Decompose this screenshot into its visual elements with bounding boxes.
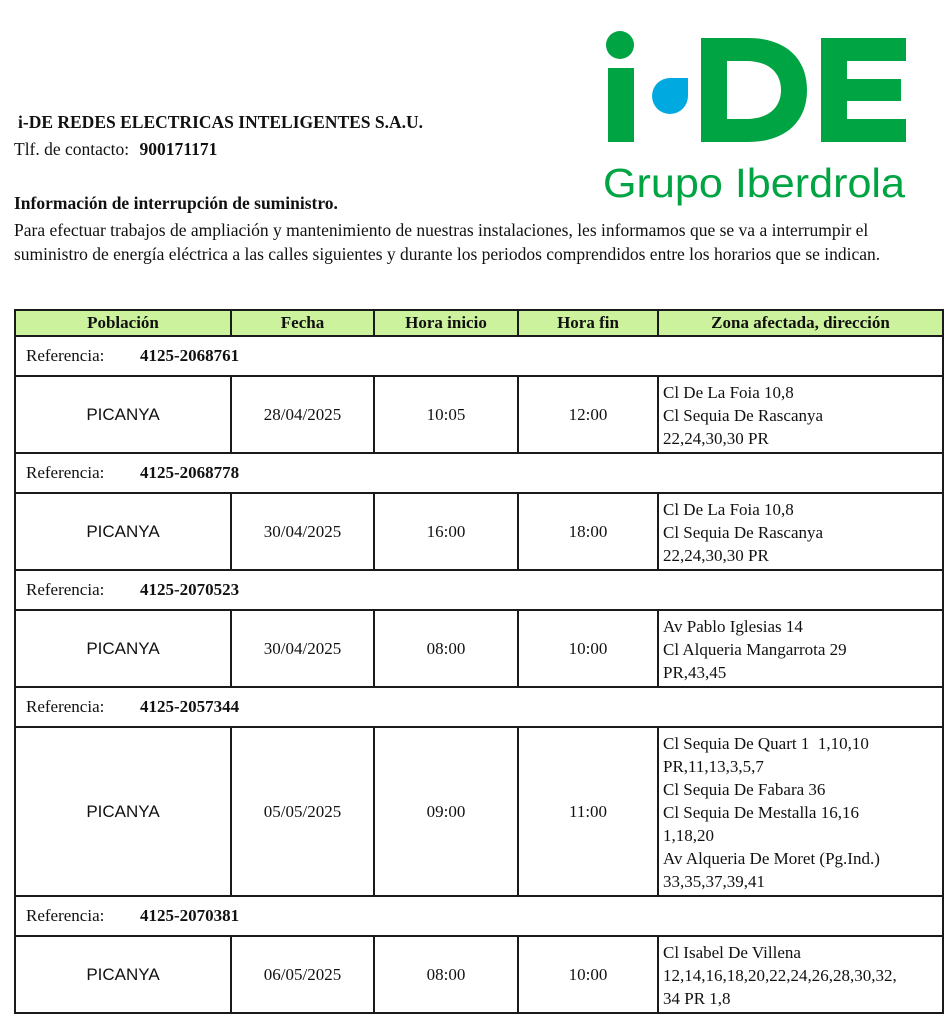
table-row <box>15 493 943 570</box>
zone-line: Cl Sequia De Mestalla 16,16 <box>663 803 859 822</box>
start-time-cell: 10:05 <box>374 376 518 453</box>
company-name: i-DE REDES ELECTRICAS INTELIGENTES S.A.U. <box>18 112 424 132</box>
logo-drop-icon <box>652 78 688 114</box>
zone-cell <box>658 610 943 687</box>
contact-phone: 900171171 <box>139 139 218 159</box>
zone-line: Cl Sequia De Rascanya <box>663 523 824 542</box>
reference-number: 4125-2068761 <box>140 346 240 365</box>
reference-cell <box>15 896 943 936</box>
col-header-zona: Zona afectada, dirección <box>658 310 943 336</box>
date-cell: 30/04/2025 <box>231 610 374 687</box>
reference-cell <box>15 570 943 610</box>
date-cell: 06/05/2025 <box>231 936 374 1013</box>
zone-line: Cl Sequia De Rascanya <box>663 406 824 425</box>
logo-letter-d <box>701 38 807 142</box>
logo-tagline: Grupo Iberdrola <box>603 160 906 206</box>
end-time-cell: 10:00 <box>518 610 658 687</box>
zone-line: Av Pablo Iglesias 14 <box>663 617 803 636</box>
reference-label: Referencia: <box>26 580 105 599</box>
reference-number: 4125-2070523 <box>140 580 240 599</box>
reference-row <box>15 896 943 936</box>
start-time-cell: 08:00 <box>374 610 518 687</box>
zone-line: Cl De La Foia 10,8 <box>663 500 794 519</box>
end-time-cell: 18:00 <box>518 493 658 570</box>
col-header-hora-inicio: Hora inicio <box>374 310 518 336</box>
outage-table-body <box>15 336 943 1013</box>
outage-table <box>14 309 944 1014</box>
reference-label: Referencia: <box>26 906 105 925</box>
table-header-row <box>15 310 943 336</box>
zone-line: Cl Isabel De Villena <box>663 943 801 962</box>
zone-cell <box>658 727 943 896</box>
zone-line: 12,14,16,18,20,22,24,26,28,30,32, <box>663 966 897 985</box>
table-row <box>15 936 943 1013</box>
logo-i-stem <box>608 68 634 142</box>
date-cell: 05/05/2025 <box>231 727 374 896</box>
notice-title: Información de interrupción de suministro. <box>14 193 338 213</box>
reference-row <box>15 453 943 493</box>
reference-row <box>15 336 943 376</box>
zone-line: 33,35,37,39,41 <box>663 872 765 891</box>
zone-cell <box>658 376 943 453</box>
zone-line: Cl Alqueria Mangarrota 29 <box>663 640 847 659</box>
reference-label: Referencia: <box>26 346 105 365</box>
zone-line: 1,18,20 <box>663 826 714 845</box>
zone-line: 22,24,30,30 PR <box>663 429 769 448</box>
contact-line <box>14 139 217 160</box>
zone-cell <box>658 936 943 1013</box>
contact-label: Tlf. de contacto: <box>14 139 130 159</box>
town-cell: PICANYA <box>15 376 231 453</box>
zone-line: Av Alqueria De Moret (Pg.Ind.) <box>663 849 880 868</box>
date-cell: 30/04/2025 <box>231 493 374 570</box>
zone-line: 22,24,30,30 PR <box>663 546 769 565</box>
reference-cell <box>15 336 943 376</box>
date-cell: 28/04/2025 <box>231 376 374 453</box>
logo-letter-e <box>821 38 906 142</box>
start-time-cell: 09:00 <box>374 727 518 896</box>
zone-line: Cl De La Foia 10,8 <box>663 383 794 402</box>
reference-number: 4125-2057344 <box>140 697 240 716</box>
reference-row <box>15 570 943 610</box>
table-row <box>15 376 943 453</box>
start-time-cell: 16:00 <box>374 493 518 570</box>
town-cell: PICANYA <box>15 727 231 896</box>
end-time-cell: 11:00 <box>518 727 658 896</box>
zone-line: PR,11,13,3,5,7 <box>663 757 764 776</box>
reference-number: 4125-2068778 <box>140 463 240 482</box>
town-cell: PICANYA <box>15 936 231 1013</box>
town-cell: PICANYA <box>15 493 231 570</box>
col-header-fecha: Fecha <box>231 310 374 336</box>
notice-text: Para efectuar trabajos de ampliación y mantenimiento de nuestras instalaciones, les informamos que se va a interrumpir el suministro de energía eléctrica a las calles siguientes y durante los periodos comprendidos entre los horarios que se indican. <box>14 220 881 264</box>
ide-logo <box>600 28 920 208</box>
reference-label: Referencia: <box>26 697 105 716</box>
zone-line: Cl Sequia De Quart 1 1,10,10 <box>663 734 869 753</box>
reference-row <box>15 687 943 727</box>
zone-line: Cl Sequia De Fabara 36 <box>663 780 826 799</box>
zone-line: 34 PR 1,8 <box>663 989 731 1008</box>
col-header-poblacion: Población <box>15 310 231 336</box>
reference-label: Referencia: <box>26 463 105 482</box>
logo-i-dot <box>606 31 634 59</box>
zone-cell <box>658 493 943 570</box>
zone-line: PR,43,45 <box>663 663 727 682</box>
reference-cell <box>15 687 943 727</box>
end-time-cell: 10:00 <box>518 936 658 1013</box>
reference-cell <box>15 453 943 493</box>
table-row <box>15 727 943 896</box>
table-row <box>15 610 943 687</box>
town-cell: PICANYA <box>15 610 231 687</box>
end-time-cell: 12:00 <box>518 376 658 453</box>
start-time-cell: 08:00 <box>374 936 518 1013</box>
col-header-hora-fin: Hora fin <box>518 310 658 336</box>
reference-number: 4125-2070381 <box>140 906 240 925</box>
